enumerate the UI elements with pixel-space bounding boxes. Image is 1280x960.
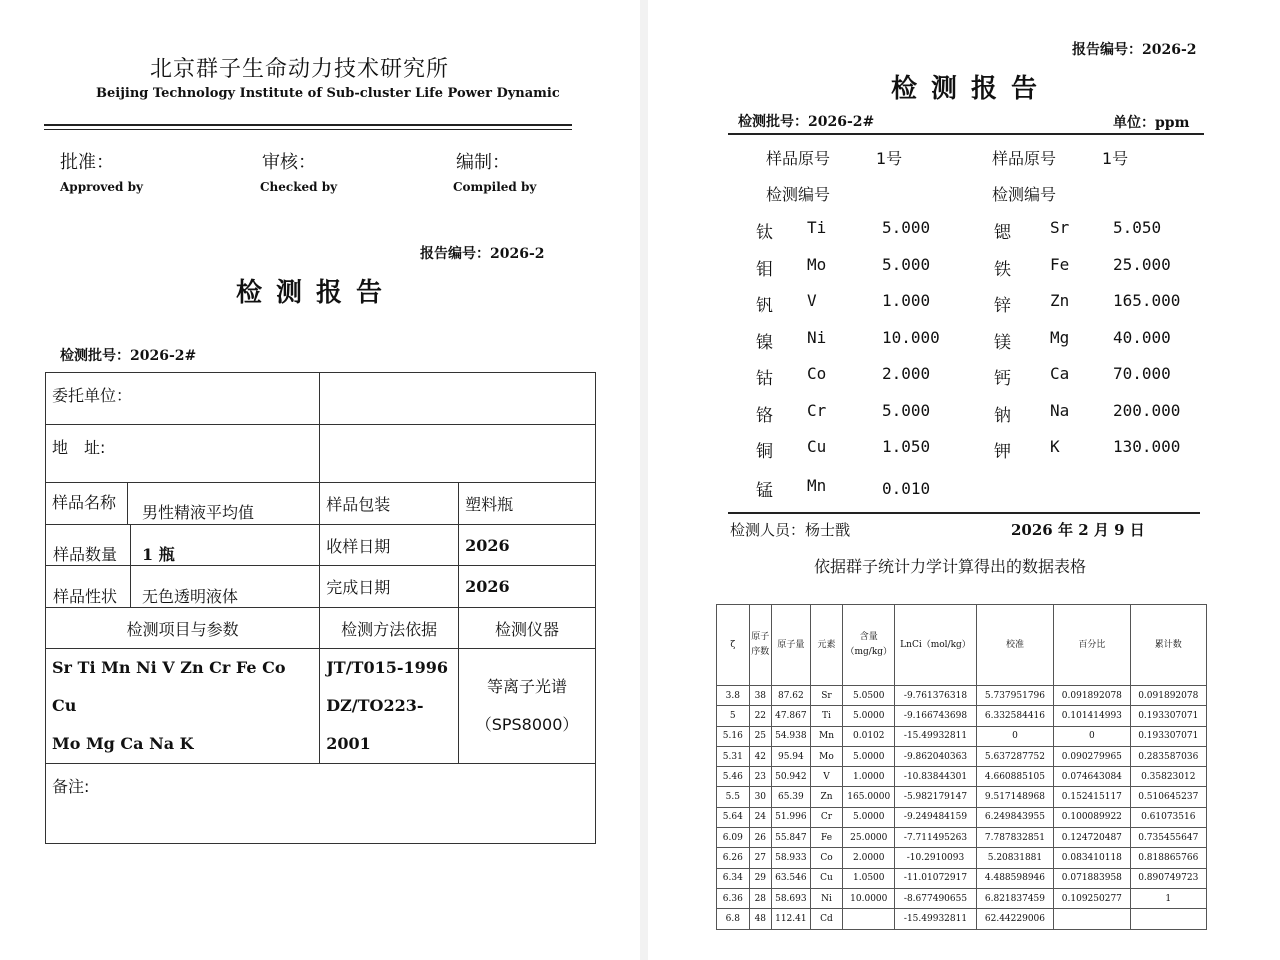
element-symbol: Sr: [1050, 218, 1070, 237]
report-number: 报告编号：2026-2: [420, 246, 545, 262]
calc-header-cell: 原子序数: [749, 605, 771, 686]
table-cell: 23: [749, 767, 771, 787]
address-value: [320, 425, 596, 483]
table-cell: 7.787832851: [976, 828, 1053, 848]
items-line-2: Mo Mg Ca Na K: [52, 734, 194, 753]
table-cell: 42: [749, 746, 771, 766]
test-no-label-2: 检测编号: [992, 185, 1057, 204]
sample-orig-value-2: 1号: [1102, 149, 1129, 168]
approved-label: 批准：: [60, 152, 114, 173]
sample-name-label: 样品名称: [52, 493, 117, 512]
table-cell: Co: [810, 848, 843, 868]
table-row: [717, 746, 1207, 766]
table-cell: Fe: [810, 828, 843, 848]
table-cell: -11.01072917: [895, 868, 976, 888]
table-cell: 0.124720487: [1054, 828, 1130, 848]
element-value: 1.050: [882, 437, 931, 456]
element-symbol: Na: [1050, 401, 1070, 420]
table-cell: Cr: [810, 807, 843, 827]
table-cell: Ti: [810, 706, 843, 726]
table-row: [717, 888, 1207, 908]
table-cell: 0.61073516: [1130, 807, 1206, 827]
element-value: 70.000: [1113, 364, 1171, 383]
table-row: [717, 706, 1207, 726]
table-cell: -8.677490655: [895, 888, 976, 908]
institute-name-cn: 北京群子生命动力技术研究所: [150, 57, 450, 82]
table-row: [717, 868, 1207, 888]
table-cell: 6.26: [717, 848, 750, 868]
report-title: 检测报告: [236, 278, 397, 308]
table-cell: -10.2910093: [895, 848, 976, 868]
table-cell: -9.761376318: [895, 686, 976, 706]
quantity-value: 1 瓶: [142, 545, 175, 564]
instrument-line-2: （SPS8000）: [475, 715, 579, 734]
element-value: 25.000: [1113, 255, 1171, 274]
table-cell: 1: [1130, 888, 1206, 908]
report-date: 2026 年 2 月 9 日: [1011, 521, 1145, 539]
instrument-line-1: 等离子光谱: [487, 677, 568, 696]
calc-header-cell: LnCi（mol/kg）: [895, 605, 976, 686]
element-name-cn: 钠: [994, 406, 1011, 426]
table-cell: 48: [749, 909, 771, 929]
element-symbol: V: [807, 291, 817, 310]
element-symbol: Mg: [1050, 328, 1070, 347]
table-cell: 1.0500: [843, 868, 895, 888]
table-cell: 28: [749, 888, 771, 908]
test-no-label-1: 检测编号: [766, 185, 831, 204]
sample-info-table: [45, 372, 596, 844]
received-value: 2026: [459, 525, 596, 566]
table-cell: 65.39: [772, 787, 811, 807]
element-name-cn: 锰: [756, 481, 773, 501]
element-symbol: Ni: [807, 328, 827, 347]
table-row: [717, 767, 1207, 787]
table-cell: 5.0000: [843, 807, 895, 827]
sample-orig-value-1: 1号: [876, 149, 903, 168]
element-value: 5.000: [882, 218, 931, 237]
element-name-cn: 铬: [756, 406, 773, 426]
table-cell: -9.166743698: [895, 706, 976, 726]
table-row: [717, 686, 1207, 706]
table-cell: Cd: [810, 909, 843, 929]
element-value: 130.000: [1113, 437, 1181, 456]
element-symbol: K: [1050, 437, 1060, 456]
tester-name: 检测人员：杨士戬: [730, 521, 851, 539]
checked-label-en: Checked by: [260, 180, 338, 194]
table-cell: -7.711495263: [895, 828, 976, 848]
table-cell: 0.510645237: [1130, 787, 1206, 807]
table-cell: 0.35823012: [1130, 767, 1206, 787]
table-cell: 5.46: [717, 767, 750, 787]
element-value: 5.000: [882, 401, 931, 420]
table-cell: 0.283587036: [1130, 746, 1206, 766]
client-label: 委托单位：: [46, 373, 320, 425]
table-cell: 4.660885105: [976, 767, 1053, 787]
checked-label: 审核：: [262, 152, 316, 173]
table-cell: 30: [749, 787, 771, 807]
sample-orig-label-1: 样品原号: [766, 149, 831, 168]
table-cell: 2.0000: [843, 848, 895, 868]
element-value: 40.000: [1113, 328, 1171, 347]
table-cell: 165.0000: [843, 787, 895, 807]
calc-header-cell: 累计数: [1130, 605, 1206, 686]
batch-number-right: 检测批号：2026-2#: [738, 114, 875, 130]
element-name-cn: 钙: [994, 369, 1011, 389]
table-cell: -15.49932811: [895, 726, 976, 746]
table-cell: 0.193307071: [1130, 726, 1206, 746]
table-row: [717, 807, 1207, 827]
instrument-cell: [459, 649, 596, 764]
table-cell: [1130, 909, 1206, 929]
table-cell: -9.862040363: [895, 746, 976, 766]
method-line-2: DZ/TO223-2001: [326, 696, 424, 753]
packaging-label: 样品包装: [320, 483, 459, 525]
table-cell: Cu: [810, 868, 843, 888]
appearance-label: 样品性状: [53, 587, 118, 606]
header-rule-thin: [44, 129, 572, 130]
table-cell: 0.083410118: [1054, 848, 1130, 868]
table-cell: 5.637287752: [976, 746, 1053, 766]
table-cell: 3.8: [717, 686, 750, 706]
table-cell: 5.0500: [843, 686, 895, 706]
calc-header-cell: 百分比: [1054, 605, 1130, 686]
element-symbol: Cu: [807, 437, 827, 456]
table-cell: 0.735455647: [1130, 828, 1206, 848]
received-label: 收样日期: [320, 525, 459, 566]
table-cell: 0.100089922: [1054, 807, 1130, 827]
table-cell: 0.101414993: [1054, 706, 1130, 726]
element-symbol: Cr: [807, 401, 827, 420]
table-cell: 0.091892078: [1054, 686, 1130, 706]
institute-name-en: Beijing Technology Institute of Sub-cluster Life Power Dynamic: [96, 86, 560, 101]
table-cell: 27: [749, 848, 771, 868]
element-value: 200.000: [1113, 401, 1181, 420]
table-cell: 0.818865766: [1130, 848, 1206, 868]
table-cell: 5: [717, 706, 750, 726]
element-symbol: Mn: [807, 476, 827, 495]
element-name-cn: 镁: [994, 333, 1011, 353]
table-cell: Mn: [810, 726, 843, 746]
table-cell: 5.0000: [843, 746, 895, 766]
table-cell: 24: [749, 807, 771, 827]
table-cell: 5.31: [717, 746, 750, 766]
compiled-label-en: Compiled by: [453, 180, 537, 194]
approved-label-en: Approved by: [60, 180, 143, 194]
compiled-label: 编制：: [456, 152, 510, 173]
table-cell: 58.933: [772, 848, 811, 868]
table-cell: 47.867: [772, 706, 811, 726]
table-cell: 4.488598946: [976, 868, 1053, 888]
element-name-cn: 钒: [756, 296, 773, 316]
table-cell: 51.996: [772, 807, 811, 827]
completed-value: 2026: [459, 566, 596, 608]
calc-header-cell: ζ: [717, 605, 750, 686]
report-number-right: 报告编号：2026-2: [1072, 42, 1197, 58]
table-cell: 0: [976, 726, 1053, 746]
table-cell: 10.0000: [843, 888, 895, 908]
remarks-label: 备注:: [46, 764, 596, 844]
table-cell: 9.517148968: [976, 787, 1053, 807]
table-cell: Zn: [810, 787, 843, 807]
table-cell: 38: [749, 686, 771, 706]
table-cell: 6.332584416: [976, 706, 1053, 726]
table-cell: V: [810, 767, 843, 787]
table-cell: 5.64: [717, 807, 750, 827]
element-value: 1.000: [882, 291, 931, 310]
calc-header-cell: 含量（mg/kg）: [843, 605, 895, 686]
method-header: 检测方法依据: [320, 608, 459, 649]
table-cell: 87.62: [772, 686, 811, 706]
table-row: [717, 726, 1207, 746]
table-cell: 6.36: [717, 888, 750, 908]
calc-data-table: [716, 604, 1207, 930]
results-top-rule: [728, 133, 1204, 135]
table-cell: 5.16: [717, 726, 750, 746]
table-cell: 0.074643084: [1054, 767, 1130, 787]
table-cell: 5.0000: [843, 706, 895, 726]
element-symbol: Co: [807, 364, 827, 383]
items-header: 检测项目与参数: [46, 608, 320, 649]
element-value: 165.000: [1113, 291, 1181, 310]
element-name-cn: 锌: [994, 296, 1011, 316]
element-name-cn: 铜: [756, 442, 773, 462]
instrument-header: 检测仪器: [459, 608, 596, 649]
element-name-cn: 钛: [756, 223, 773, 243]
quantity-label: 样品数量: [53, 545, 118, 564]
table-cell: 1.0000: [843, 767, 895, 787]
element-value: 0.010: [882, 479, 931, 498]
calc-table-title: 依据群子统计力学计算得出的数据表格: [814, 557, 1087, 576]
results-bottom-rule: [728, 512, 1200, 514]
table-row: [717, 909, 1207, 929]
table-cell: 5.737951796: [976, 686, 1053, 706]
table-cell: 58.693: [772, 888, 811, 908]
table-cell: [843, 909, 895, 929]
batch-number: 检测批号：2026-2#: [60, 348, 197, 364]
element-name-cn: 铁: [994, 260, 1011, 280]
table-cell: 0.109250277: [1054, 888, 1130, 908]
calc-header-cell: 元素: [810, 605, 843, 686]
table-cell: 0: [1054, 726, 1130, 746]
completed-label: 完成日期: [320, 566, 459, 608]
items-line-1: Sr Ti Mn Ni V Zn Cr Fe Co Cu: [52, 658, 286, 715]
table-cell: 6.09: [717, 828, 750, 848]
table-cell: 62.44229006: [976, 909, 1053, 929]
unit-label: 单位：ppm: [1113, 115, 1190, 131]
table-cell: Mo: [810, 746, 843, 766]
client-value: [320, 373, 596, 425]
table-cell: -9.249484159: [895, 807, 976, 827]
element-value: 5.050: [1113, 218, 1162, 237]
table-cell: -10.83844301: [895, 767, 976, 787]
element-name-cn: 锶: [994, 223, 1011, 243]
table-cell: 50.942: [772, 767, 811, 787]
element-value: 2.000: [882, 364, 931, 383]
table-cell: 0.090279965: [1054, 746, 1130, 766]
element-name-cn: 钼: [756, 260, 773, 280]
table-cell: 5.5: [717, 787, 750, 807]
calc-header-cell: 校准: [976, 605, 1053, 686]
element-symbol: Mo: [807, 255, 827, 274]
table-cell: 25: [749, 726, 771, 746]
table-cell: -5.982179147: [895, 787, 976, 807]
table-cell: 0.890749723: [1130, 868, 1206, 888]
table-cell: 0.193307071: [1130, 706, 1206, 726]
header-rule: [44, 124, 572, 126]
table-cell: -15.49932811: [895, 909, 976, 929]
method-cell: [320, 649, 459, 764]
report-title-right: 检测报告: [891, 74, 1052, 104]
address-label: 地 址:: [46, 425, 320, 483]
table-cell: 6.821837459: [976, 888, 1053, 908]
table-cell: 54.938: [772, 726, 811, 746]
element-value: 5.000: [882, 255, 931, 274]
element-name-cn: 钴: [756, 369, 773, 389]
element-symbol: Zn: [1050, 291, 1070, 310]
table-cell: [1054, 909, 1130, 929]
table-cell: Ni: [810, 888, 843, 908]
calc-header-row: [717, 605, 1207, 686]
element-name-cn: 镍: [756, 333, 773, 353]
table-cell: 6.8: [717, 909, 750, 929]
element-symbol: Ti: [807, 218, 827, 237]
element-symbol: Fe: [1050, 255, 1070, 274]
table-cell: 0.152415117: [1054, 787, 1130, 807]
table-row: [717, 787, 1207, 807]
table-cell: Sr: [810, 686, 843, 706]
element-name-cn: 钾: [994, 442, 1011, 462]
table-row: [717, 848, 1207, 868]
packaging-value: 塑料瓶: [459, 483, 596, 525]
table-row: [717, 828, 1207, 848]
table-cell: 112.41: [772, 909, 811, 929]
table-cell: 29: [749, 868, 771, 888]
table-cell: 26: [749, 828, 771, 848]
table-cell: 63.546: [772, 868, 811, 888]
element-value: 10.000: [882, 328, 940, 347]
table-cell: 0.091892078: [1130, 686, 1206, 706]
sample-name-value: 男性精液平均值: [142, 503, 255, 522]
items-cell: [46, 649, 320, 764]
table-cell: 6.249843955: [976, 807, 1053, 827]
element-symbol: Ca: [1050, 364, 1070, 383]
table-cell: 6.34: [717, 868, 750, 888]
appearance-value: 无色透明液体: [142, 587, 239, 606]
sample-orig-label-2: 样品原号: [992, 149, 1057, 168]
table-cell: 22: [749, 706, 771, 726]
table-cell: 5.20831881: [976, 848, 1053, 868]
table-cell: 0.071883958: [1054, 868, 1130, 888]
table-cell: 0.0102: [843, 726, 895, 746]
method-line-1: JT/T015-1996: [326, 658, 449, 677]
calc-header-cell: 原子量: [772, 605, 811, 686]
table-cell: 55.847: [772, 828, 811, 848]
table-cell: 95.94: [772, 746, 811, 766]
table-cell: 25.0000: [843, 828, 895, 848]
